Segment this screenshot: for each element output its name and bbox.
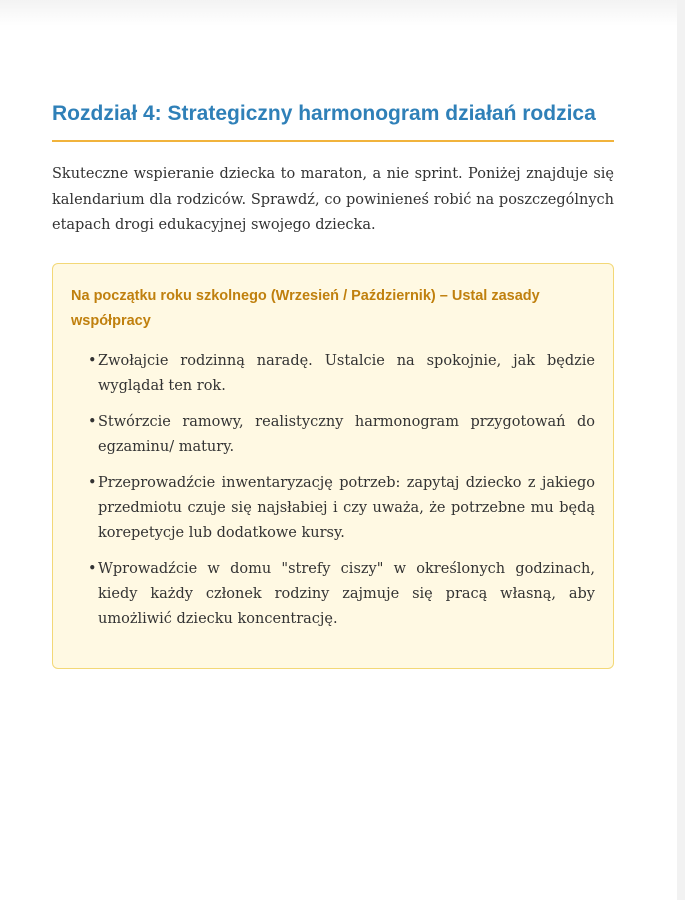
callout-title: Na początku roku szkolnego (Wrzesień / Październik) – Ustal zasady współpracy (71, 287, 540, 329)
list-item-text: Przeprowadźcie inwentaryzację potrzeb: zapytaj dziecko z jakiego przedmiotu czuje się najsłabiej i czy uważa, że potrzebne mu będą korepetycje lub dodatkowe kursy. (98, 474, 595, 541)
task-list (71, 349, 595, 632)
list-item (88, 471, 595, 546)
list-item-text: Stwórzcie ramowy, realistyczny harmonogram przygotowań do egzaminu/ matury. (98, 413, 595, 455)
bullet-icon: • (88, 474, 97, 491)
chapter-title: Rozdział 4: Strategiczny harmonogram działań rodzica (52, 100, 614, 142)
list-item-text: Wprowadźcie w domu "strefy ciszy" w określonych godzinach, kiedy każdy członek rodziny zajmuje się pracą własną, aby umożliwić dziecku koncentrację. (98, 560, 595, 627)
list-item (88, 557, 595, 632)
top-shade (0, 0, 685, 26)
bullet-icon: • (88, 560, 97, 577)
bullet-icon: • (88, 413, 97, 430)
list-item (88, 410, 595, 460)
chapter-intro: Skuteczne wspieranie dziecka to maraton, a nie sprint. Poniżej znajduje się kalendarium dla rodziców. Sprawdź, co powinieneś robić na poszczególnych etapach drogi edukacyjnej swojego dziecka. (52, 166, 614, 233)
bullet-icon: • (88, 352, 97, 369)
list-item-text: Zwołajcie rodzinną naradę. Ustalcie na spokojnie, jak będzie wyglądał ten rok. (98, 352, 595, 394)
list-item (88, 349, 595, 399)
document-page (52, 100, 614, 669)
page-edge (677, 0, 685, 900)
timeline-callout (52, 263, 614, 669)
